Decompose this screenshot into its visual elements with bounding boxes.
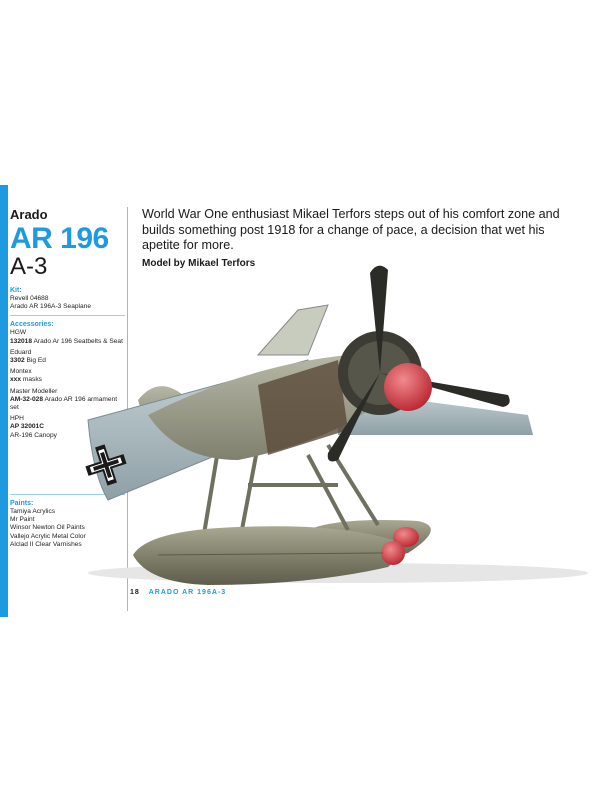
kit-line: Arado AR 196A-3 Seaplane [10, 303, 92, 311]
article-byline: Model by Mikael Terfors [142, 258, 256, 269]
article-lead: World War One enthusiast Mikael Terfors steps out of his comfort zone and builds something post 1918 for a change of pace, a decision that wet his apetite for more. [142, 207, 560, 253]
canopy [258, 305, 328, 355]
accessory-code: AM-32-028 [10, 395, 43, 403]
paint-item: Mr Paint [10, 516, 35, 524]
accessory-code: 132018 [10, 337, 33, 345]
accessory-desc: Big Ed [26, 357, 46, 365]
aircraft-photo [8, 255, 600, 595]
accent-strip [0, 185, 8, 617]
accessory-code: AP 32001C [10, 423, 44, 431]
paint-item: Tamiya Acrylics [10, 508, 56, 515]
accessory-maker: HGW [10, 329, 27, 337]
aircraft-model: AR 196 [10, 222, 109, 255]
paints-heading: Paints: [10, 500, 34, 507]
accessory-maker: Montex [10, 368, 32, 376]
kit-line: Revell 04688 [10, 295, 49, 302]
aircraft-variant: A-3 [10, 253, 48, 280]
accessories-heading: Accessories: [10, 321, 54, 329]
accessory-code: 3302 [10, 357, 25, 365]
accessory-code: xxx [10, 376, 22, 384]
accessory-desc: masks [22, 376, 42, 384]
accessory-desc: Arado Ar 196 Seatbelts & Seat [33, 337, 123, 345]
accessory-desc: Arado AR 196 armament set [10, 395, 118, 412]
paint-item: Alclad II Clear Varnishes [10, 540, 82, 548]
aircraft-make: Arado [10, 207, 48, 222]
kit-heading: Kit: [10, 287, 22, 294]
spinner [384, 363, 432, 411]
running-head: ARADO AR 196A-3 [148, 589, 227, 596]
magazine-page [0, 185, 600, 617]
paint-item: Vallejo Acrylic Metal Color [10, 532, 86, 540]
page-number: 18 [130, 589, 140, 596]
accessory-desc: AR-196 Canopy [10, 431, 57, 439]
page-footer [130, 589, 226, 596]
accessory-maker: HPH [10, 415, 24, 423]
accessory-maker: Master Modeller [10, 387, 58, 395]
accessory-maker: Eduard [10, 348, 32, 356]
paint-item: Winsor Newton Oil Paints [10, 524, 85, 532]
